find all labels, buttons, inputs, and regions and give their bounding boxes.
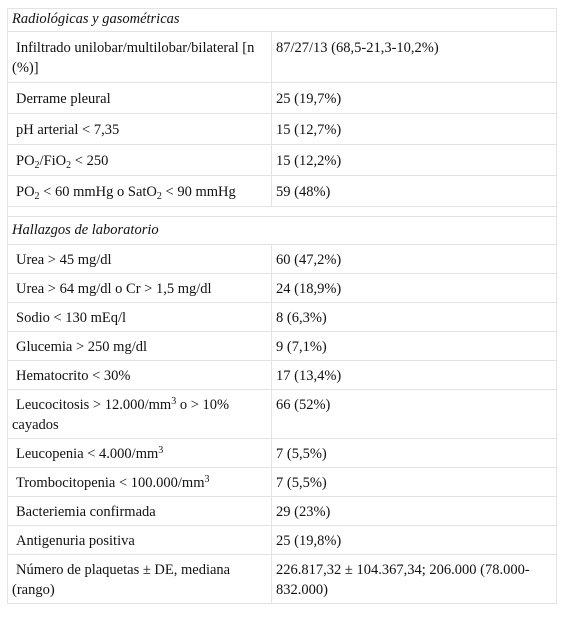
subscript: 2	[66, 160, 72, 171]
row-label: Hematocrito < 30%	[8, 361, 272, 390]
section-header-row	[8, 9, 557, 32]
row-label	[8, 176, 272, 207]
table-row	[8, 332, 557, 361]
row-value: 29 (23%)	[272, 497, 557, 526]
table-row	[8, 497, 557, 526]
row-label: Glucemia > 250 mg/dl	[8, 332, 272, 361]
superscript: 3	[204, 474, 210, 485]
table-row	[8, 361, 557, 390]
section-title-radiologicas: Radiológicas y gasométricas	[8, 9, 557, 32]
row-value: 60 (47,2%)	[272, 245, 557, 274]
subscript: 2	[34, 160, 40, 171]
label-text: Trombocitopenia < 100.000/mm	[16, 475, 205, 491]
table-row	[8, 555, 557, 604]
table-row	[8, 114, 557, 145]
table-row	[8, 145, 557, 176]
row-label: Infiltrado unilobar/multilobar/bilateral [n (%)]	[8, 32, 272, 83]
row-label: Derrame pleural	[8, 83, 272, 114]
row-value: 8 (6,3%)	[272, 303, 557, 332]
table-row	[8, 83, 557, 114]
row-label: Número de plaquetas ± DE, mediana (rango)	[8, 555, 272, 604]
row-value: 17 (13,4%)	[272, 361, 557, 390]
row-label: Urea > 45 mg/dl	[8, 245, 272, 274]
row-label: Urea > 64 mg/dl o Cr > 1,5 mg/dl	[8, 274, 272, 303]
section-title-laboratorio: Hallazgos de laboratorio	[8, 217, 557, 245]
row-value: 226.817,32 ± 104.367,34; 206.000 (78.000-832.000)	[272, 555, 557, 604]
row-label: Sodio < 130 mEq/l	[8, 303, 272, 332]
row-value: 7 (5,5%)	[272, 468, 557, 497]
label-text: < 250	[71, 153, 109, 169]
row-value: 25 (19,7%)	[272, 83, 557, 114]
superscript: 3	[171, 396, 177, 407]
label-text: PO	[16, 153, 35, 169]
spacer-row	[8, 207, 557, 217]
row-label: pH arterial < 7,35	[8, 114, 272, 145]
label-text: < 90 mmHg	[161, 184, 236, 200]
label-text: Leucocitosis > 12.000/mm	[16, 397, 172, 413]
row-value: 24 (18,9%)	[272, 274, 557, 303]
table-row	[8, 176, 557, 207]
table-row	[8, 32, 557, 83]
row-label: Bacteriemia confirmada	[8, 497, 272, 526]
row-value: 66 (52%)	[272, 390, 557, 439]
row-value: 9 (7,1%)	[272, 332, 557, 361]
label-text: o > 10% cayados	[12, 397, 230, 433]
subscript: 2	[156, 191, 162, 202]
table-row	[8, 390, 557, 439]
label-text: Leucopenia < 4.000/mm	[16, 446, 159, 462]
label-text: PO	[16, 184, 35, 200]
table-row	[8, 439, 557, 468]
row-label	[8, 145, 272, 176]
table-row	[8, 303, 557, 332]
table-row	[8, 274, 557, 303]
label-text: < 60 mmHg o SatO	[39, 184, 157, 200]
row-value: 15 (12,2%)	[272, 145, 557, 176]
table-row	[8, 245, 557, 274]
section-header-row	[8, 217, 557, 245]
row-label	[8, 468, 272, 497]
spacer-cell	[8, 207, 557, 217]
table-row	[8, 526, 557, 555]
subscript: 2	[34, 191, 40, 202]
row-value: 59 (48%)	[272, 176, 557, 207]
results-table	[7, 8, 557, 604]
label-text: /FiO	[39, 153, 67, 169]
superscript: 3	[158, 445, 164, 456]
row-label: Antigenuria positiva	[8, 526, 272, 555]
row-label	[8, 439, 272, 468]
row-value: 87/27/13 (68,5-21,3-10,2%)	[272, 32, 557, 83]
table-row	[8, 468, 557, 497]
row-value: 25 (19,8%)	[272, 526, 557, 555]
row-value: 7 (5,5%)	[272, 439, 557, 468]
row-value: 15 (12,7%)	[272, 114, 557, 145]
row-label	[8, 390, 272, 439]
